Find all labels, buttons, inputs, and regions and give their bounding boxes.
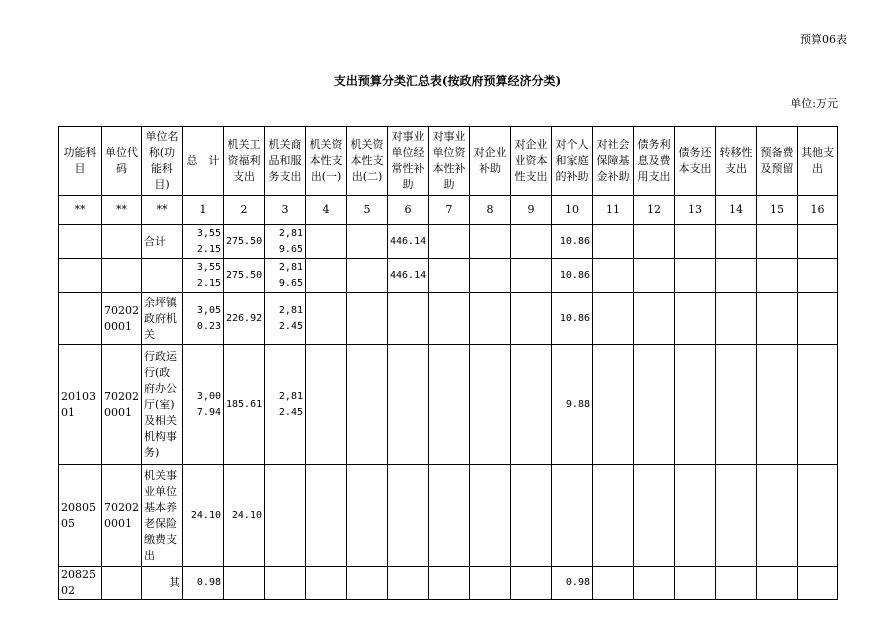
value-cell [470,465,511,567]
value-cell [716,293,757,345]
value-cell [552,465,593,567]
value-cell [675,293,716,345]
value-cell [429,567,470,600]
header-cell: 对事业单位资本性补助 [429,127,470,196]
value-cell [675,345,716,465]
value-cell: 3,552.15 [183,259,224,293]
value-cell: 275.50 [224,225,265,259]
value-cell [675,225,716,259]
unit-code-cell [102,567,142,600]
table-row [59,567,838,600]
value-cell [757,567,798,600]
index-cell: 15 [757,196,798,225]
header-cell: 机关工资福利支出 [224,127,265,196]
value-cell: 2,819.65 [265,225,306,259]
value-cell: 3,050.23 [183,293,224,345]
value-cell: 9.88 [552,345,593,465]
header-cell: 机关商品和服务支出 [265,127,306,196]
value-cell [757,225,798,259]
header-cell: 单位名称(功能科目) [142,127,183,196]
function-code-cell [59,225,102,259]
value-cell [470,345,511,465]
value-cell [798,567,838,600]
value-cell [265,465,306,567]
value-cell [798,259,838,293]
value-cell [429,225,470,259]
value-cell [757,465,798,567]
index-cell: 10 [552,196,593,225]
value-cell [347,345,388,465]
value-cell: 2,819.65 [265,259,306,293]
value-cell: 24.10 [183,465,224,567]
unit-code-cell [102,259,142,293]
value-cell [593,225,634,259]
index-cell: ** [142,196,183,225]
value-cell [593,345,634,465]
value-cell [306,345,347,465]
index-cell: 6 [388,196,429,225]
unit-name-cell: 行政运行(政府办公厅(室)及相关机构事务) [142,345,183,465]
value-cell [593,293,634,345]
value-cell [716,465,757,567]
value-cell: 446.14 [388,259,429,293]
value-cell [224,567,265,600]
value-cell [593,567,634,600]
value-cell: 10.86 [552,225,593,259]
value-cell [757,293,798,345]
value-cell [388,567,429,600]
value-cell [798,225,838,259]
value-cell [470,293,511,345]
value-cell [511,293,552,345]
value-cell [675,567,716,600]
index-cell: 5 [347,196,388,225]
table-row [59,465,838,567]
index-cell: 13 [675,196,716,225]
unit-code-cell: 702020001 [102,293,142,345]
value-cell [388,465,429,567]
function-code-cell [59,293,102,345]
value-cell: 446.14 [388,225,429,259]
header-cell: 预备费及预留 [757,127,798,196]
function-code-cell: 2080505 [59,465,102,567]
value-cell [511,259,552,293]
value-cell [470,259,511,293]
function-code-cell [59,259,102,293]
budget-table [58,126,838,600]
value-cell [634,345,675,465]
value-cell [634,225,675,259]
header-cell: 债务利息及费用支出 [634,127,675,196]
page-number-label: 预算06表 [800,33,847,46]
value-cell [716,259,757,293]
unit-code-cell: 702020001 [102,345,142,465]
value-cell [798,345,838,465]
value-cell: 0.98 [552,567,593,600]
value-cell [347,465,388,567]
index-cell: 2 [224,196,265,225]
index-cell: 9 [511,196,552,225]
function-code-cell: 2010301 [59,345,102,465]
function-code-cell: 2082502 [59,567,102,600]
value-cell [306,465,347,567]
value-cell [265,567,306,600]
value-cell [306,259,347,293]
value-cell [634,465,675,567]
header-cell: 功能科目 [59,127,102,196]
unit-name-cell: 其 [142,567,183,600]
index-cell: 16 [798,196,838,225]
value-cell [634,567,675,600]
index-row [59,196,838,225]
header-cell: 转移性支出 [716,127,757,196]
header-cell: 债务还本支出 [675,127,716,196]
value-cell [347,259,388,293]
value-cell [511,225,552,259]
page-title: 支出预算分类汇总表(按政府预算经济分类) [333,74,562,88]
index-cell: 1 [183,196,224,225]
header-cell: 机关资本性支出(二) [347,127,388,196]
value-cell: 3,552.15 [183,225,224,259]
table-row [59,345,838,465]
value-cell: 0.98 [183,567,224,600]
unit-code-cell: 702020001 [102,465,142,567]
index-cell: 7 [429,196,470,225]
header-row [59,127,838,196]
value-cell: 24.10 [224,465,265,567]
unit-code-cell [102,225,142,259]
header-cell: 单位代码 [102,127,142,196]
value-cell [347,293,388,345]
unit-name-cell: 余坪镇政府机关 [142,293,183,345]
value-cell: 2,812.45 [265,345,306,465]
header-cell: 对企业补助 [470,127,511,196]
index-cell: 8 [470,196,511,225]
value-cell [511,567,552,600]
unit-name-cell: 合计 [142,225,183,259]
value-cell [511,345,552,465]
value-cell [675,259,716,293]
value-cell [511,465,552,567]
header-cell: 对社会保障基金补助 [593,127,634,196]
value-cell [347,567,388,600]
value-cell [388,345,429,465]
value-cell [429,345,470,465]
table-row [59,225,838,259]
value-cell: 10.86 [552,293,593,345]
value-cell [470,225,511,259]
value-cell [306,225,347,259]
value-cell [306,293,347,345]
value-cell [388,293,429,345]
header-cell: 其他支出 [798,127,838,196]
header-cell: 对企业业资本性支出 [511,127,552,196]
value-cell [634,293,675,345]
header-cell: 总 计 [183,127,224,196]
value-cell [757,259,798,293]
index-cell: 4 [306,196,347,225]
value-cell [593,259,634,293]
header-cell: 机关资本性支出(一) [306,127,347,196]
unit-name-cell [142,259,183,293]
value-cell [347,225,388,259]
value-cell [675,465,716,567]
index-cell: 14 [716,196,757,225]
table-row [59,259,838,293]
header-cell: 对个人和家庭的补助 [552,127,593,196]
value-cell: 226.92 [224,293,265,345]
value-cell [716,345,757,465]
value-cell: 185.61 [224,345,265,465]
value-cell [429,293,470,345]
index-cell: 11 [593,196,634,225]
value-cell [716,225,757,259]
value-cell: 10.86 [552,259,593,293]
value-cell: 3,007.94 [183,345,224,465]
unit-name-cell: 机关事业单位基本养老保险缴费支出 [142,465,183,567]
value-cell [757,345,798,465]
index-cell: ** [102,196,142,225]
value-cell [306,567,347,600]
value-cell [429,259,470,293]
index-cell: 3 [265,196,306,225]
value-cell [634,259,675,293]
value-cell [798,293,838,345]
value-cell [593,465,634,567]
index-cell: 12 [634,196,675,225]
header-cell: 对事业单位经常性补助 [388,127,429,196]
value-cell: 275.50 [224,259,265,293]
value-cell [470,567,511,600]
value-cell [716,567,757,600]
unit-label: 单位:万元 [790,97,838,110]
value-cell [429,465,470,567]
value-cell: 2,812.45 [265,293,306,345]
table-row [59,293,838,345]
value-cell [798,465,838,567]
index-cell: ** [59,196,102,225]
